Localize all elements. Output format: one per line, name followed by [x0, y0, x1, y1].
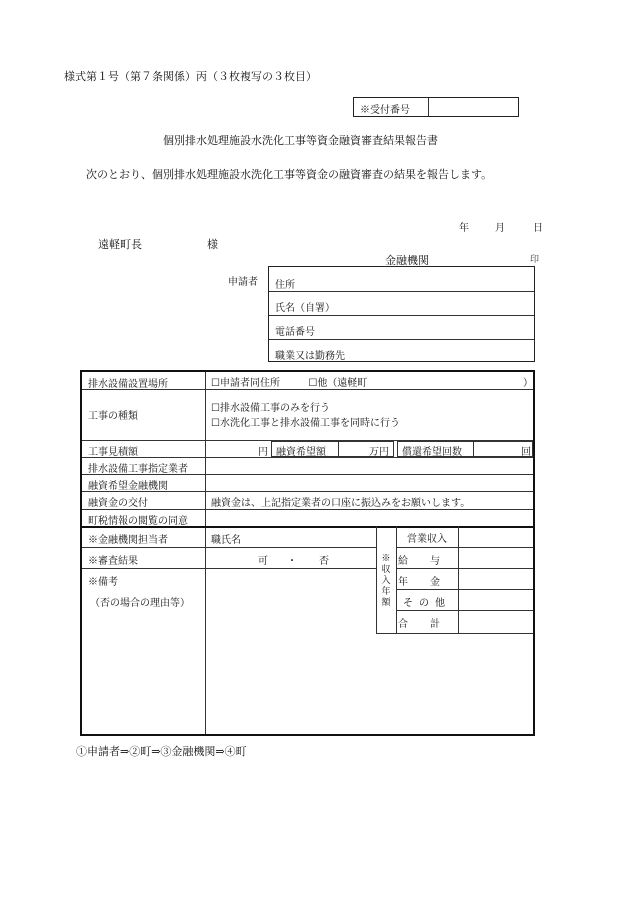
remarks-sub: （否の場合の理由等）: [90, 598, 190, 609]
location-label: 排水設備設置場所: [88, 379, 168, 390]
officer-input[interactable]: [206, 528, 376, 547]
date-year: 年: [459, 223, 469, 234]
location-same-label: 申請者同住所: [219, 378, 280, 389]
receipt-number-field[interactable]: [430, 99, 516, 115]
applicant-phone-label: 電話番号: [275, 327, 315, 338]
review-label: ※審査結果: [88, 556, 138, 567]
main-table: [80, 370, 535, 736]
review-deny[interactable]: 否: [319, 556, 329, 567]
institution-seal-mark: 印: [530, 255, 540, 265]
form-number: 様式第１号（第７条関係）丙（３枚複写の３枚目）: [64, 70, 317, 83]
applicant-label: 申請者: [228, 277, 258, 288]
remarks-label: ※備考: [88, 577, 118, 588]
income-other-label: その他: [403, 598, 451, 609]
delivery-text: 融資金は、上記指定業者の口座に振込みをお願いします。: [211, 498, 471, 509]
applicant-name-field[interactable]: [269, 291, 534, 315]
review-approve[interactable]: 可: [258, 556, 268, 567]
tax-consent-label: 町税情報の閲覧の同意: [88, 516, 188, 527]
institution-label: 金融機関: [385, 254, 429, 267]
remarks-input[interactable]: [206, 569, 376, 734]
location-other-checkbox[interactable]: ☐: [308, 378, 318, 389]
work-type-option-2[interactable]: ☐水洗化工事と排水設備工事を同時に行う: [211, 418, 400, 429]
location-other-label: 他（遠軽町: [317, 378, 368, 389]
income-pension-label: 年金: [398, 577, 462, 588]
applicant-occupation-field[interactable]: [269, 339, 534, 363]
receipt-label: ※受付番号: [360, 105, 410, 116]
repayment-box: [397, 441, 533, 457]
income-other-input[interactable]: [459, 590, 533, 610]
delivery-label: 融資金の交付: [88, 498, 148, 509]
intro-text: 次のとおり、個別排水処理施設水洗化工事等資金の融資審査の結果を報告します。: [86, 168, 493, 181]
income-pension-input[interactable]: [459, 569, 533, 589]
receipt-box: [353, 97, 519, 117]
loan-man-yen: 万円: [369, 447, 389, 458]
addressee-honorific: 様: [207, 238, 218, 251]
loan-amount-input[interactable]: [339, 442, 369, 456]
repayment-label: 償還希望回数: [402, 447, 462, 458]
loan-amount-box: [271, 441, 394, 457]
income-total-input[interactable]: [459, 611, 533, 632]
location-close-paren: ）: [523, 378, 533, 389]
applicant-occupation-label: 職業又は勤務先: [275, 351, 345, 362]
income-business-input[interactable]: [459, 527, 533, 547]
officer-label: ※金融機関担当者: [88, 535, 168, 546]
work-type-option-1[interactable]: ☐排水設備工事のみを行う: [211, 403, 330, 414]
income-label: ※収入年額: [381, 554, 391, 608]
applicant-table: [268, 266, 535, 362]
estimate-yen: 円: [258, 447, 268, 458]
work-type-label: 工事の種類: [88, 411, 138, 422]
location-same-checkbox[interactable]: ☐: [211, 378, 220, 389]
applicant-name-label: 氏名（自署）: [275, 303, 335, 314]
review-separator: ・: [287, 556, 297, 567]
applicant-address-field[interactable]: [269, 267, 534, 291]
income-salary-input[interactable]: [459, 548, 533, 568]
tax-consent-input[interactable]: [206, 510, 533, 526]
applicant-address-label: 住所: [275, 280, 295, 291]
date-day: 日: [533, 223, 543, 234]
applicant-phone-field[interactable]: [269, 315, 534, 339]
income-total-label: 合計: [398, 619, 462, 630]
date-month: 月: [495, 223, 505, 234]
bank-label: 融資希望金融機関: [88, 481, 168, 492]
officer-title-label: 職氏名: [211, 535, 241, 546]
income-business-label: 営業収入: [407, 534, 447, 545]
location-other-input[interactable]: [282, 373, 518, 388]
estimate-label: 工事見積額: [88, 447, 138, 458]
document-title: 個別排水処理施設水洗化工事等資金融資審査結果報告書: [163, 134, 438, 147]
routing-flow: ①申請者⇒②町⇒③金融機関⇒④町: [76, 745, 247, 758]
bank-input[interactable]: [206, 475, 533, 491]
contractor-label: 排水設備工事指定業者: [88, 464, 188, 475]
repayment-times: 回: [521, 447, 531, 458]
repayment-count-input[interactable]: [474, 442, 518, 456]
addressee-name: 遠軽町長: [98, 238, 142, 251]
income-salary-label: 給与: [398, 556, 462, 567]
contractor-input[interactable]: [206, 458, 533, 474]
loan-amount-label: 融資希望額: [276, 447, 326, 458]
